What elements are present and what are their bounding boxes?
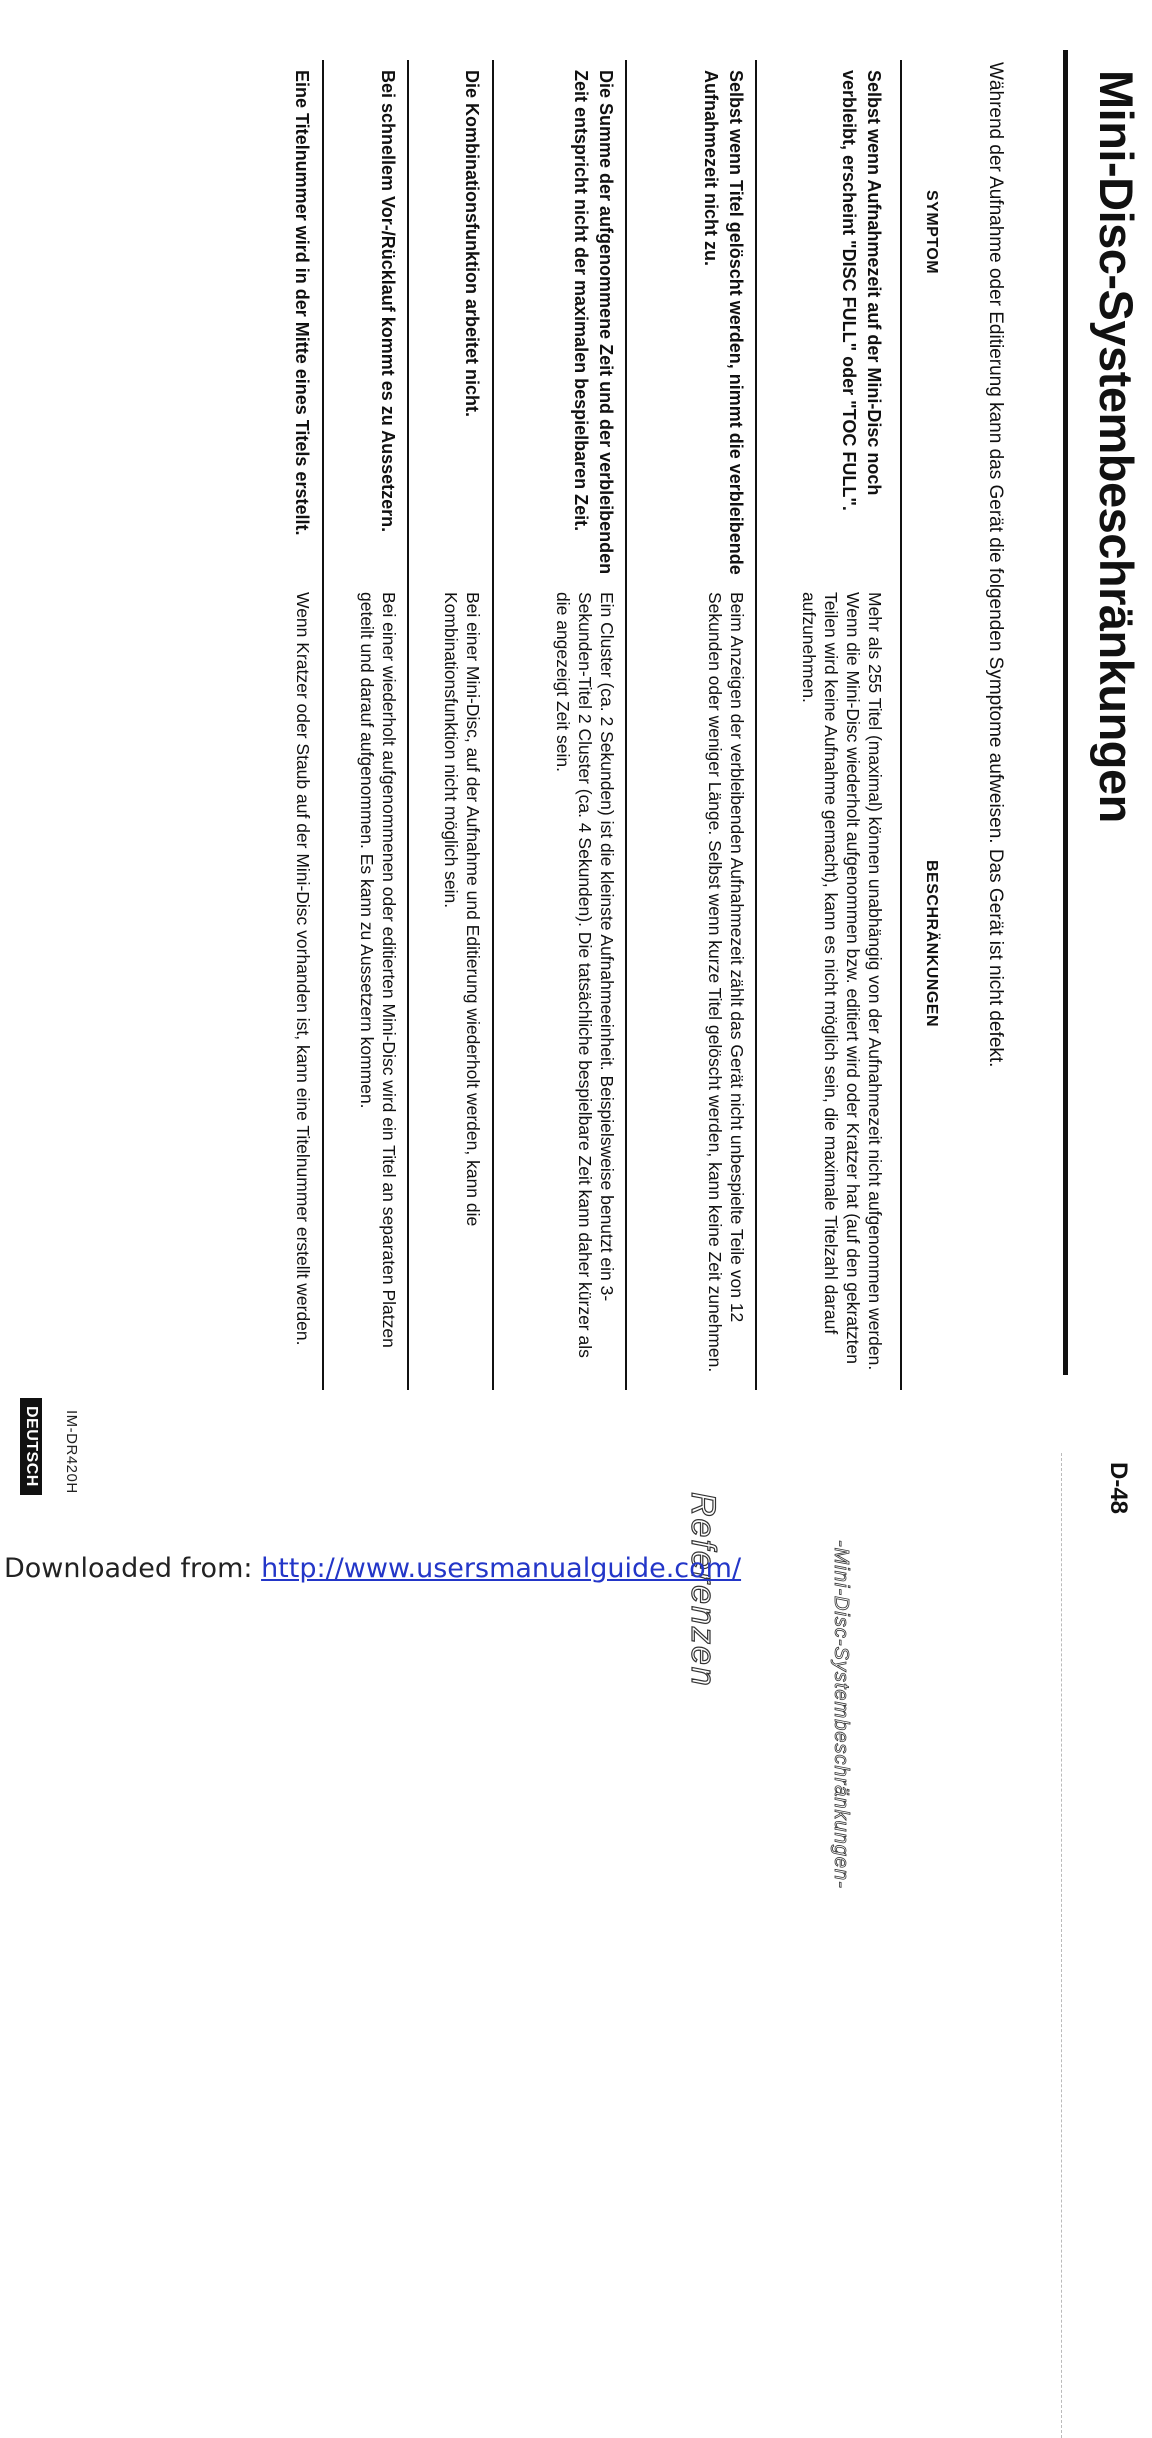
symptom-cell: Selbst wenn Aufnahmezeit auf der Mini-Disc noch verbleibt, erscheint "DISC FULL" oder "TOC FULL". xyxy=(839,70,884,511)
language-badge: DEUTSCH xyxy=(20,1398,42,1495)
row-divider xyxy=(492,60,494,1390)
limitation-cell: Bei einer wiederholt aufgenommenen oder editierten Mini-Disc wird ein Titel an separaten Platzen geteilt und darauf aufgenommen. Es kann zu Aussetzern kommen. xyxy=(357,592,399,1348)
download-label: Downloaded from: xyxy=(4,1553,262,1584)
row-divider xyxy=(900,60,902,1390)
download-note xyxy=(4,1553,741,1584)
limitation-cell: Ein Cluster (ca. 2 Sekunden) ist die kleinste Aufnahmeeinheit. Beispielsweise benutzt ein 3-Sekunden-Titel 2 Cluster (ca. 4 Sekunden). Die tatsächliche bespielbare Zeit kann daher kürzer als die angezeigt Zeit sein. xyxy=(553,592,617,1358)
symptom-cell: Eine Titelnummer wird in der Mitte eines Titels erstellt. xyxy=(292,70,312,536)
limitation-cell: Beim Anzeigen der verbleibenden Aufnahmezeit zählt das Gerät nicht unbespielte Teile von 12 Sekunden oder weniger Länge. Selbst wenn kurze Titel gelöscht werden, kann keine Zeit zunehmen. xyxy=(705,592,747,1373)
symptom-cell: Die Kombinationsfunktion arbeitet nicht. xyxy=(462,70,482,418)
model-code: IM-DR420H xyxy=(63,1410,80,1494)
title-rule xyxy=(1063,50,1068,1375)
column-header-symptom: SYMPTOM xyxy=(923,190,940,275)
row-divider xyxy=(755,60,757,1390)
footer-band xyxy=(977,1453,1062,2438)
row-divider xyxy=(625,60,627,1390)
download-link[interactable]: http://www.usersmanualguide.com/ xyxy=(261,1553,742,1584)
symptom-cell: Die Summe der aufgenommene Zeit und der verbleibenden Zeit entspricht nicht der maximalen bespielbaren Zeit. xyxy=(571,70,616,575)
row-divider xyxy=(407,60,409,1390)
row-divider xyxy=(322,60,324,1390)
page-number: D-48 xyxy=(1105,1462,1132,1515)
page-title: Mini-Disc-Systembeschränkungen xyxy=(1090,70,1143,823)
limitation-cell: Bei einer Mini-Disc, auf der Aufnahme und Editierung wiederholt werden, kann die Kombinationsfunktion nicht möglich sein. xyxy=(441,592,483,1227)
symptom-cell: Selbst wenn Titel gelöscht werden, nimmt die verbleibende Aufnahmezeit nicht zu. xyxy=(701,70,746,575)
limitation-cell: Mehr als 255 Titel (maximal) können unabhängig von der Aufnahmezeit nicht aufgenommen werden. Wenn die Mini-Disc wiederholt aufgenommen bzw. editiert wird oder Kratzer hat (auf den gekratzten Teilen wird keine Aufnahme gemacht), kann es nicht möglich sein, die maximale Titelzahl darauf aufzunehmen. xyxy=(799,592,885,1371)
section-subtitle: -Mini-Disc-Systembeschränkungen- xyxy=(830,1540,852,1889)
intro-text: Während der Aufnahme oder Editierung kann das Gerät die folgenden Symptome aufweisen. Das Gerät ist nicht defekt. xyxy=(985,62,1006,1068)
section-title: Referenzen xyxy=(684,1492,722,1688)
column-header-limitations: BESCHRÄNKUNGEN xyxy=(923,860,940,1028)
limitation-cell: Wenn Kratzer oder Staub auf der Mini-Disc vorhanden ist, kann eine Titelnummer erstellt werden. xyxy=(293,592,313,1346)
symptom-cell: Bei schnellem Vor-/Rücklauf kommt es zu Aussetzern. xyxy=(378,70,398,533)
